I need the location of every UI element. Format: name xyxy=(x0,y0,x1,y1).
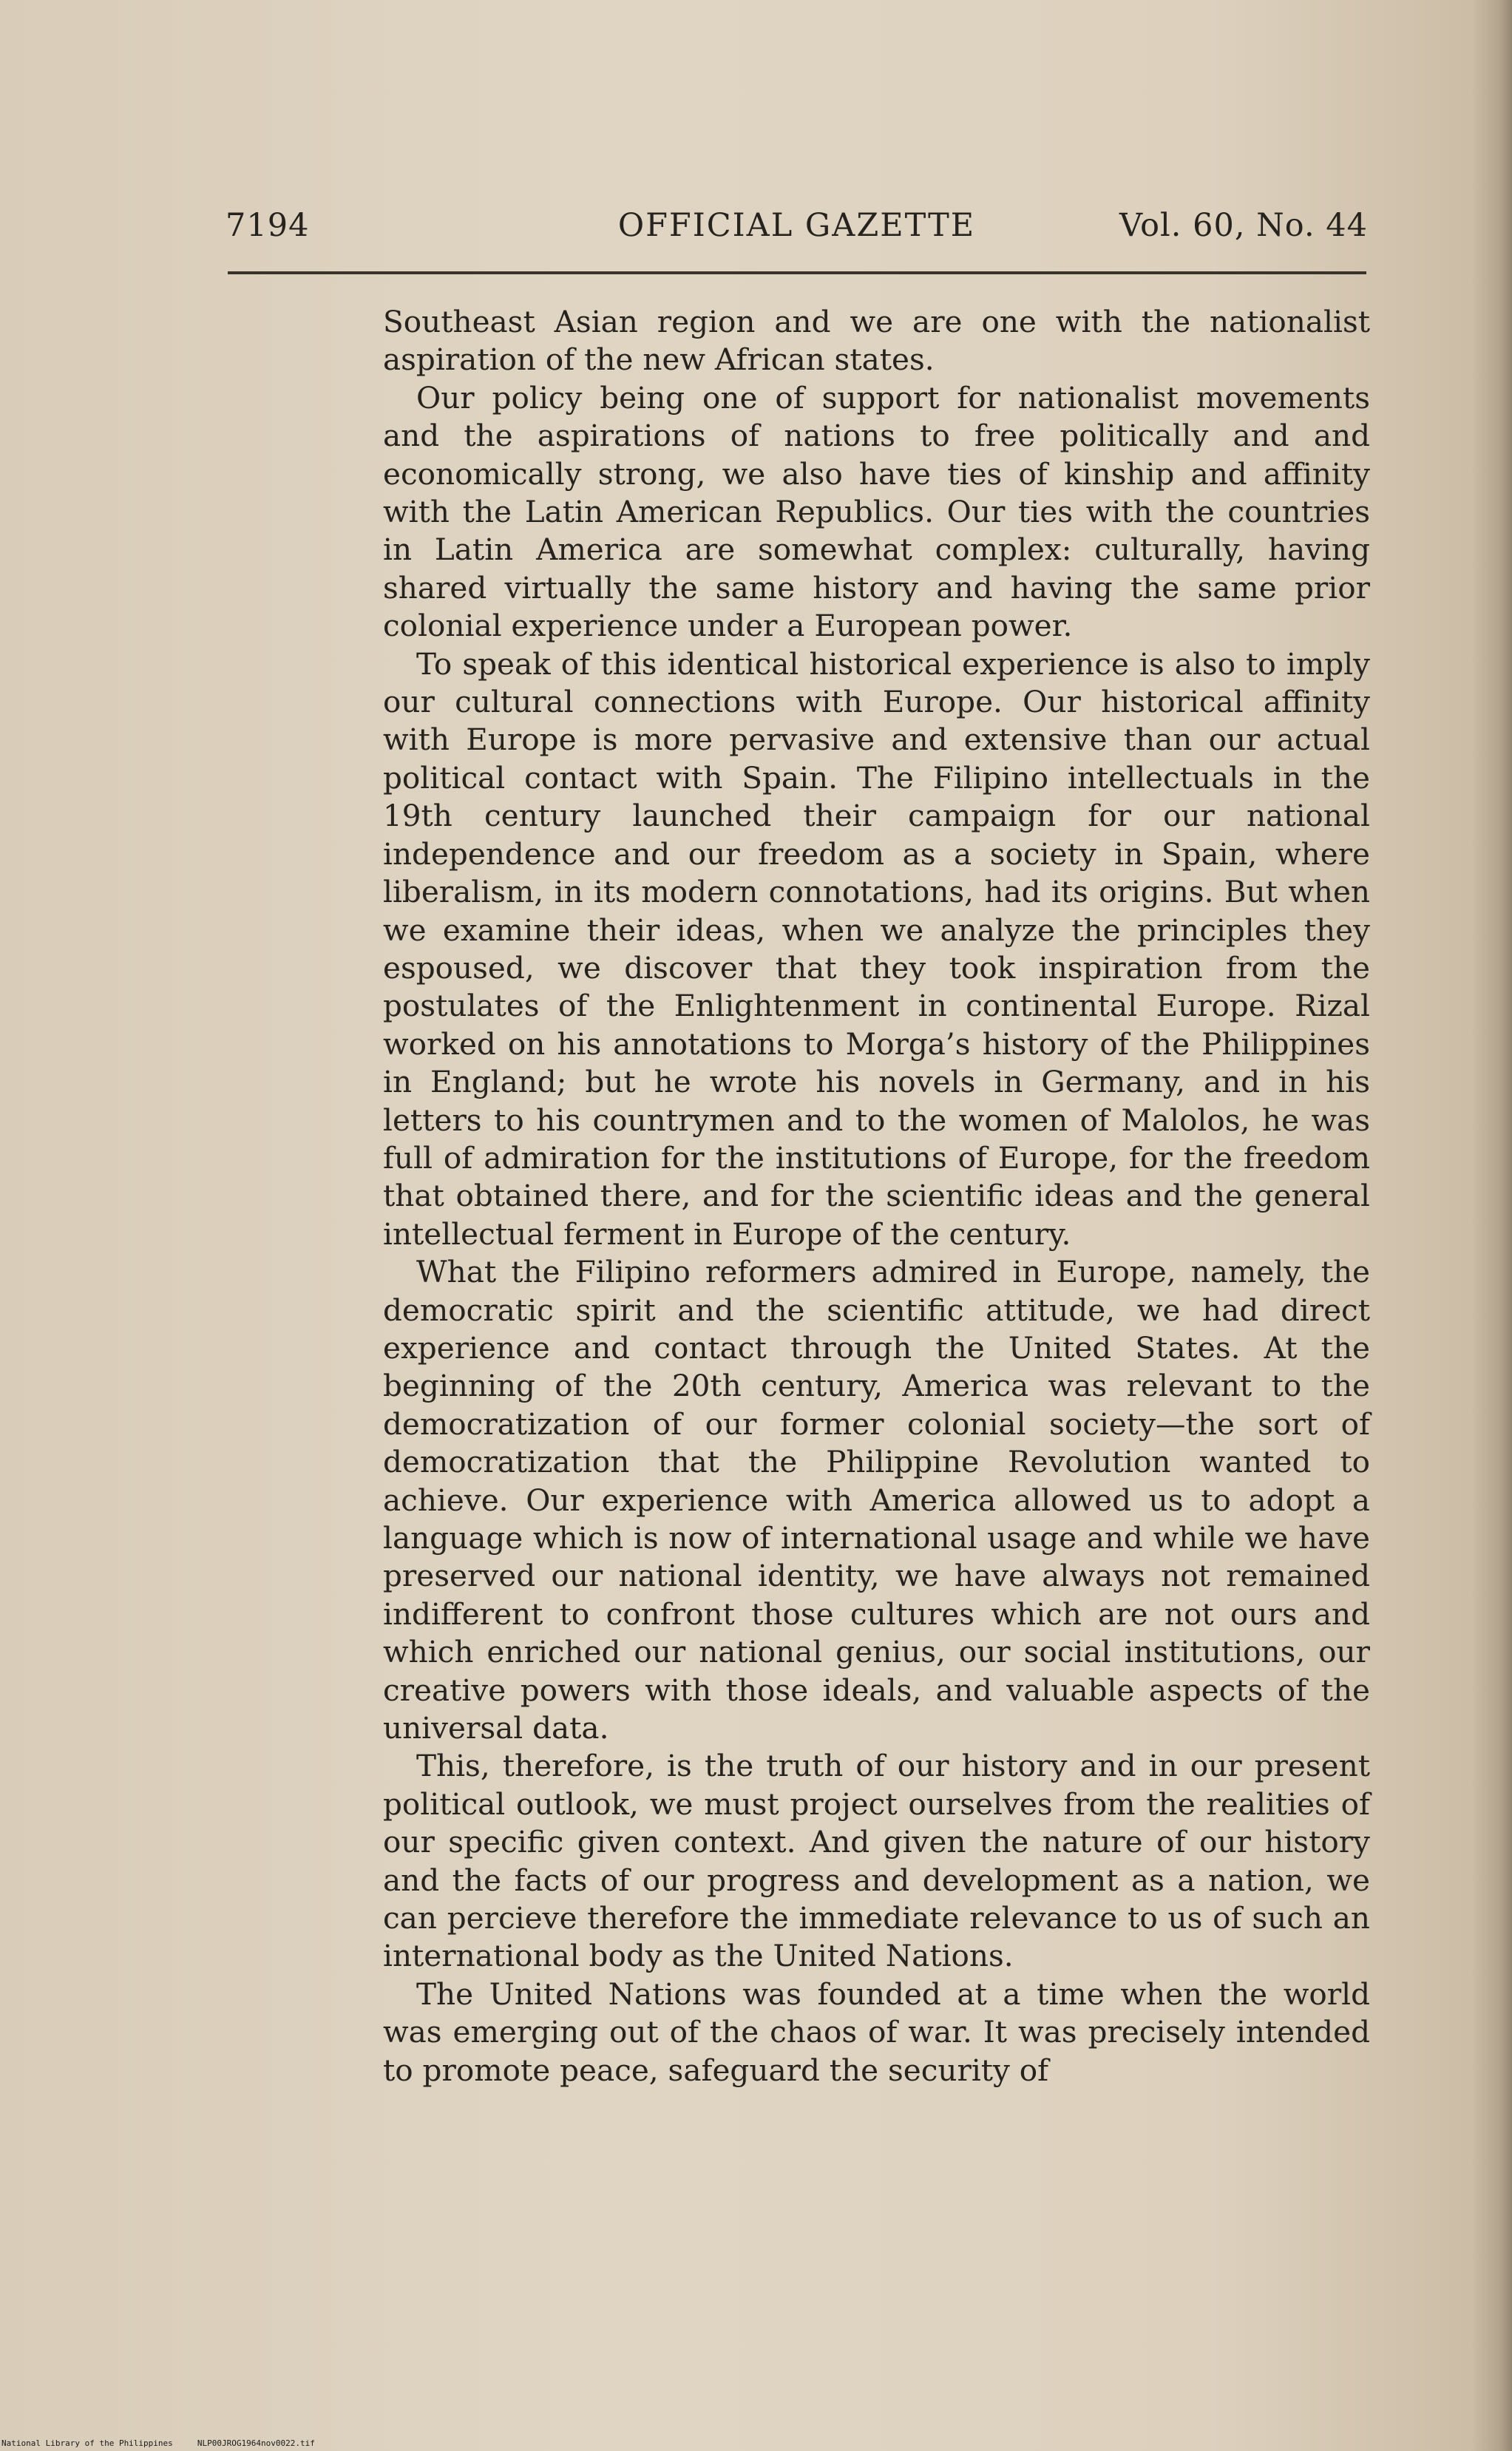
paragraph-europe: To speak of this identical historical experience is also to imply our cultural connections with Europe. Our historical affinity with Europe is more pervasive and extensive than our actual political contact with Spain. The Filipino intellectuals in the 19th century launched their campaign for our national independence and our freedom as a society in Spain, where liberalism, in its modern connotations, had its origins. But when we examine their ideas, when we analyze the principles they espoused, we discover that they took inspiration from the postulates of the Enlightenment in continental Europe. Rizal worked on his annotations to Morga’s history of the Philippines in England; but he wrote his novels in Germany, and in his letters to his countrymen and to the women of Malolos, he was full of admiration for the institutions of Europe, for the freedom that obtained there, and for the scientific ideas and the general intellectual ferment in Europe of the century. xyxy=(383,645,1370,1252)
header-rule xyxy=(228,271,1366,274)
paragraph-united-nations: The United Nations was founded at a time when the world was emerging out of the chaos of war. It was precisely intended to promote peace, safeguard the security of xyxy=(383,1976,1370,2088)
scan-footer xyxy=(1,2438,315,2448)
volume-issue: Vol. 60, No. 44 xyxy=(1119,207,1368,244)
page-edge-shadow xyxy=(1471,0,1512,2451)
library-name: National Library of the Philippines xyxy=(1,2438,173,2448)
page-number: 7194 xyxy=(226,207,310,244)
publication-title: OFFICIAL GAZETTE xyxy=(617,207,976,244)
file-id: NLP00JROG1964nov0022.tif xyxy=(197,2438,315,2448)
paragraph-reformers: What the Filipino reformers admired in Europe, namely, the democratic spirit and the scientific attitude, we had direct experience and contact through the United States. At the beginning of the 20th century, America was relevant to the democratization of our former colonial society—the sort of democratization that the Philippine Revolution wanted to achieve. Our experience with America allowed us to adopt a language which is now of international usage and while we have preserved our national identity, we have always not remained indifferent to confront those cultures which are not ours and which enriched our national genius, our social institutions, our creative powers with those ideals, and valuable aspects of the universal data. xyxy=(383,1254,1370,1746)
page-header xyxy=(226,207,1368,251)
paragraph-history: This, therefore, is the truth of our history and in our present political outlook, we must project ourselves from the realities of our specific given context. And given the nature of our history and the facts of our progress and development as a nation, we can percieve therefore the immediate relevance to us of such an international body as the United Nations. xyxy=(383,1748,1370,1974)
article-body xyxy=(383,303,1370,2089)
paragraph-policy: Our policy being one of support for nationalist movements and the aspirations of nations to free politically and and economically strong, we also have ties of kinship and affinity with the Latin American Republics. Our ties with the countries in Latin America are somewhat complex: culturally, having shared virtually the same history and having the same prior colonial experience under a European power. xyxy=(383,379,1370,644)
paragraph-continued: Southeast Asian region and we are one with the nationalist aspiration of the new African states. xyxy=(383,304,1370,378)
